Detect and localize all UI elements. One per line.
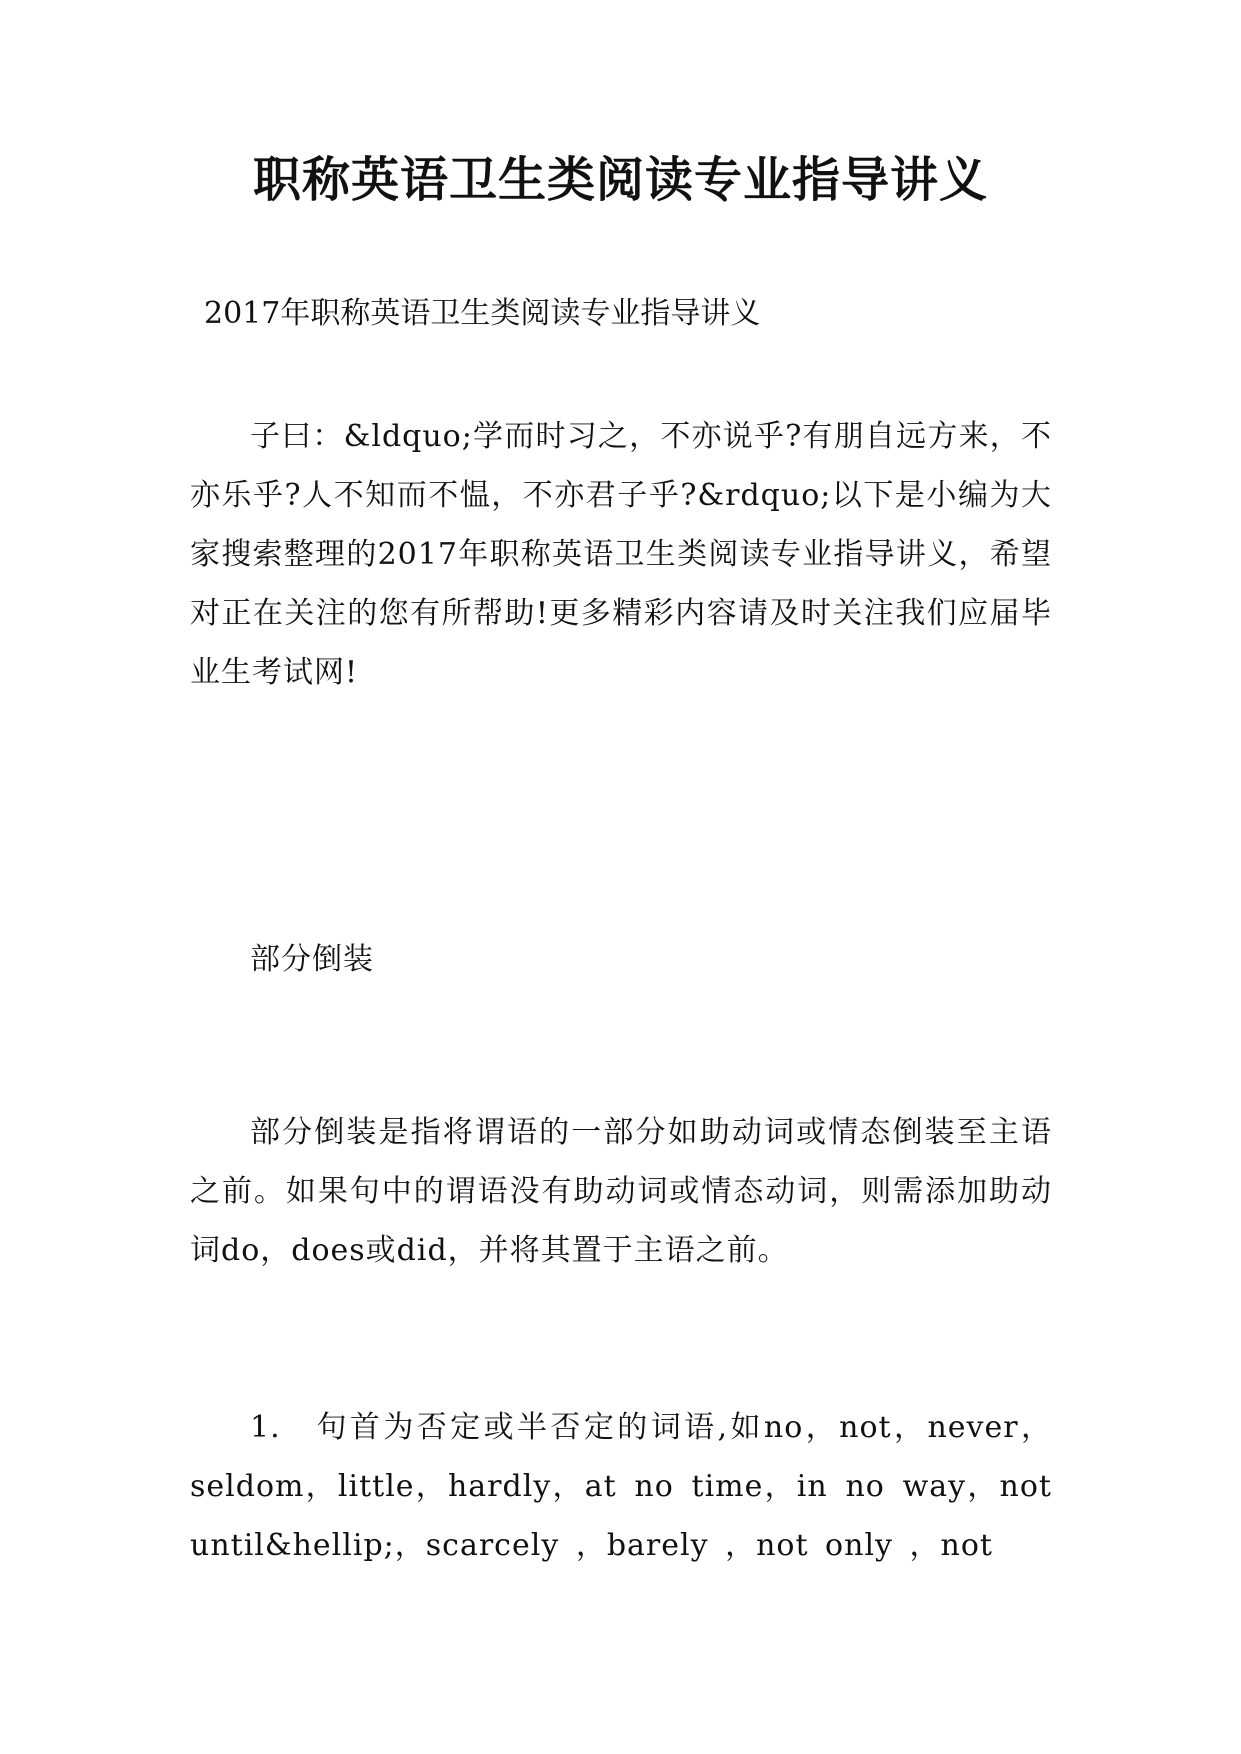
section-heading: 部分倒装 <box>250 942 374 977</box>
section-body-paragraph: 部分倒装是指将谓语的一部分如助动词或情态倒装至主语之前。如果句中的谓语没有助动词或情态动词，则需添加助动词do，does或did，并将其置于主语之前。 <box>190 1115 1052 1268</box>
document-subtitle: 2017年职称英语卫生类阅读专业指导讲义 <box>204 296 761 331</box>
document-title: 职称英语卫生类阅读专业指导讲义 <box>252 152 988 208</box>
list-item: 1. 句首为否定或半否定的词语,如no，not，never，seldom，little，hardly，at no time，in no way，not until&hellip;，scarcely ，barely ，not only ，not <box>190 1410 1052 1563</box>
intro-paragraph: 子曰：&ldquo;学而时习之，不亦说乎?有朋自远方来，不亦乐乎?人不知而不愠，不亦君子乎?&rdquo;以下是小编为大家搜索整理的2017年职称英语卫生类阅读专业指导讲义，希望对正在关注的您有所帮助!更多精彩内容请及时关注我们应届毕业生考试网! <box>190 419 1052 690</box>
